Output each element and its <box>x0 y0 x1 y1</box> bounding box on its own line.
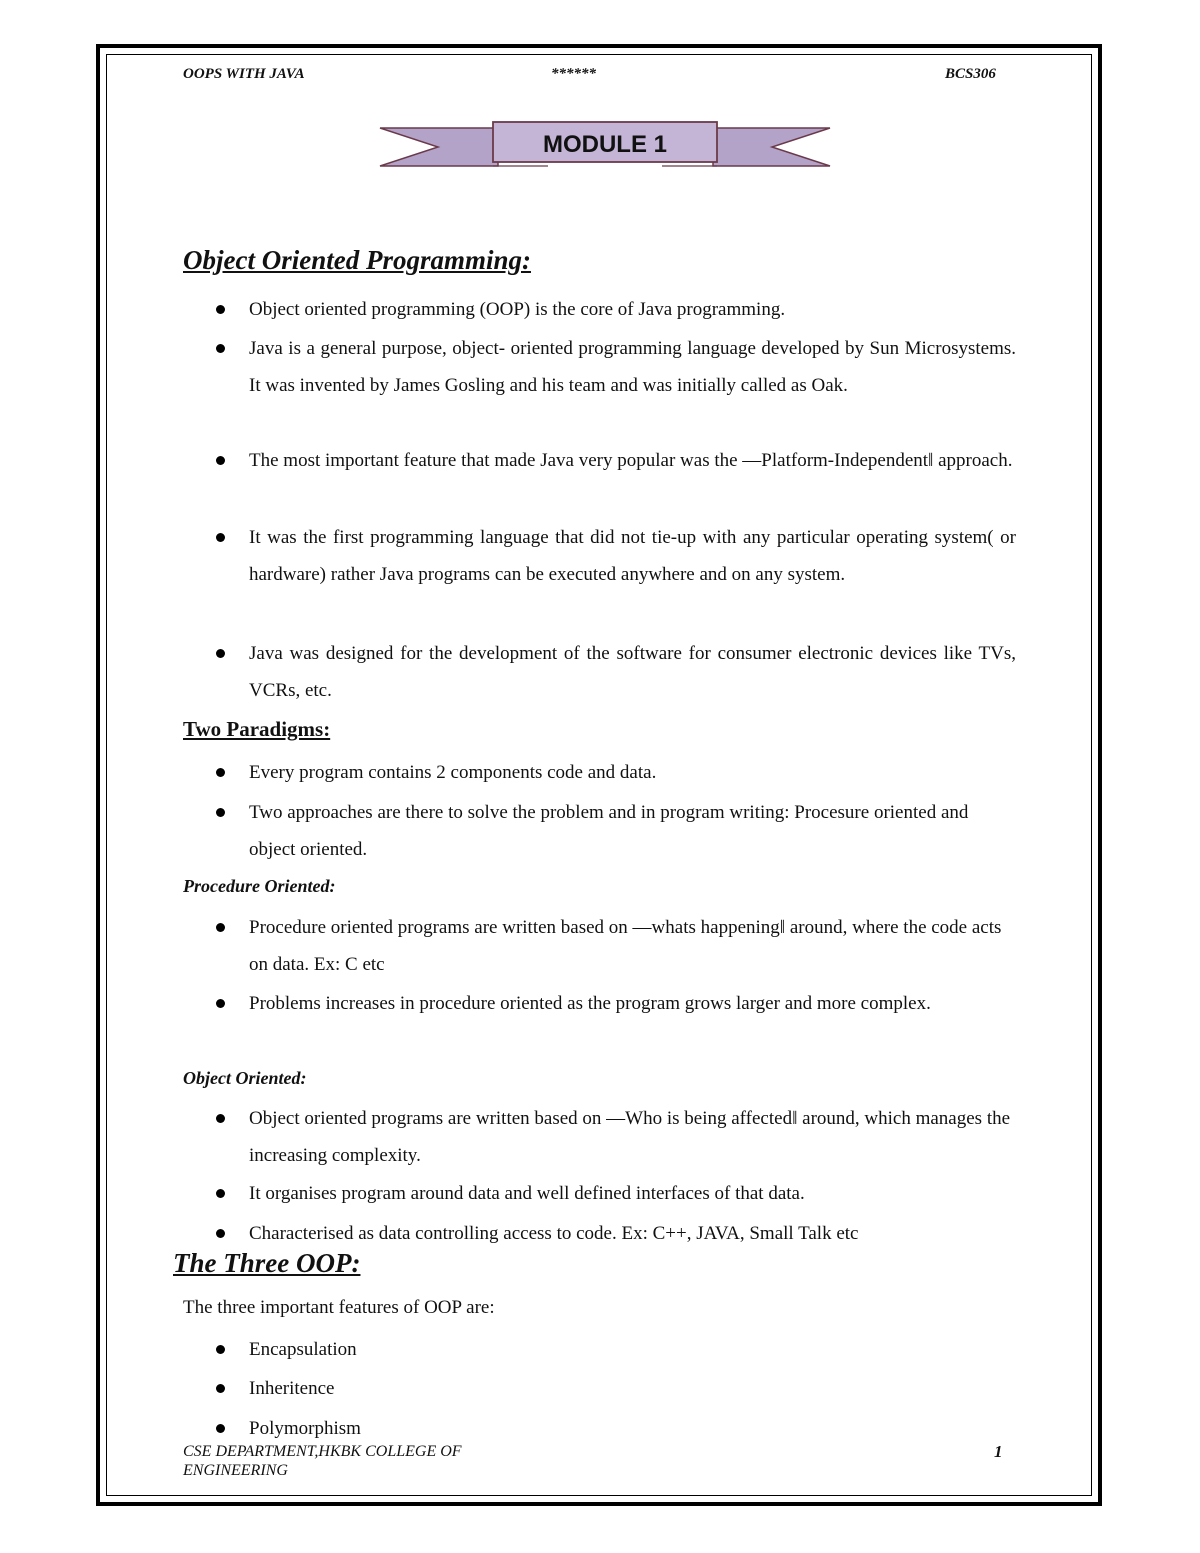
footer-page-number: 1 <box>994 1442 1003 1461</box>
list-item: Two approaches are there to solve the problem and in program writing: Procesure oriented and object oriented. <box>216 795 1016 868</box>
list-item: Every program contains 2 components code and data. <box>216 755 1016 792</box>
list-item: Java is a general purpose, object- oriented programming language developed by Sun Microsystems. It was invented by James Gosling and his team and was initially called as Oak. <box>216 331 1016 404</box>
heading-three-oop: The Three OOP: <box>173 1248 361 1278</box>
heading-procedure-oriented: Procedure Oriented: <box>183 876 336 896</box>
footer-department: CSE DEPARTMENT,HKBK COLLEGE OF ENGINEERING <box>183 1443 462 1479</box>
heading-object-oriented: Object Oriented: <box>183 1068 307 1088</box>
heading-oop: Object Oriented Programming: <box>183 245 531 275</box>
header-course-code: BCS306 <box>945 66 996 82</box>
three-oop-intro: The three important features of OOP are: <box>183 1297 495 1318</box>
list-item: Java was designed for the development of the software for consumer electronic devices like TVs, VCRs, etc. <box>216 636 1016 709</box>
list-item: Polymorphism <box>216 1411 1016 1448</box>
list-item: Characterised as data controlling access to code. Ex: C++, JAVA, Small Talk etc <box>216 1216 1016 1253</box>
list-item: Object oriented programs are written based on —Who is being affected‖ around, which manages the increasing complexity. <box>216 1101 1016 1174</box>
module-banner <box>378 118 833 175</box>
list-item: It organises program around data and well defined interfaces of that data. <box>216 1176 1016 1213</box>
header-separator: ****** <box>551 66 596 82</box>
heading-two-paradigms: Two Paradigms: <box>183 717 331 741</box>
list-item: Object oriented programming (OOP) is the core of Java programming. <box>216 292 1016 329</box>
header-course-title: OOPS WITH JAVA <box>183 66 305 82</box>
list-item: Encapsulation <box>216 1332 1016 1369</box>
list-item: Procedure oriented programs are written based on —whats happening‖ around, where the code acts on data. Ex: C etc <box>216 910 1016 983</box>
list-item: The most important feature that made Java very popular was the —Platform-Independent‖ approach. <box>216 443 1016 480</box>
list-item: Problems increases in procedure oriented as the program grows larger and more complex. <box>216 986 1016 1023</box>
list-item: Inheritence <box>216 1371 1016 1408</box>
module-banner-label: MODULE 1 <box>542 131 668 158</box>
list-item: It was the first programming language that did not tie-up with any particular operating system( or hardware) rather Java programs can be executed anywhere and on any system. <box>216 520 1016 593</box>
